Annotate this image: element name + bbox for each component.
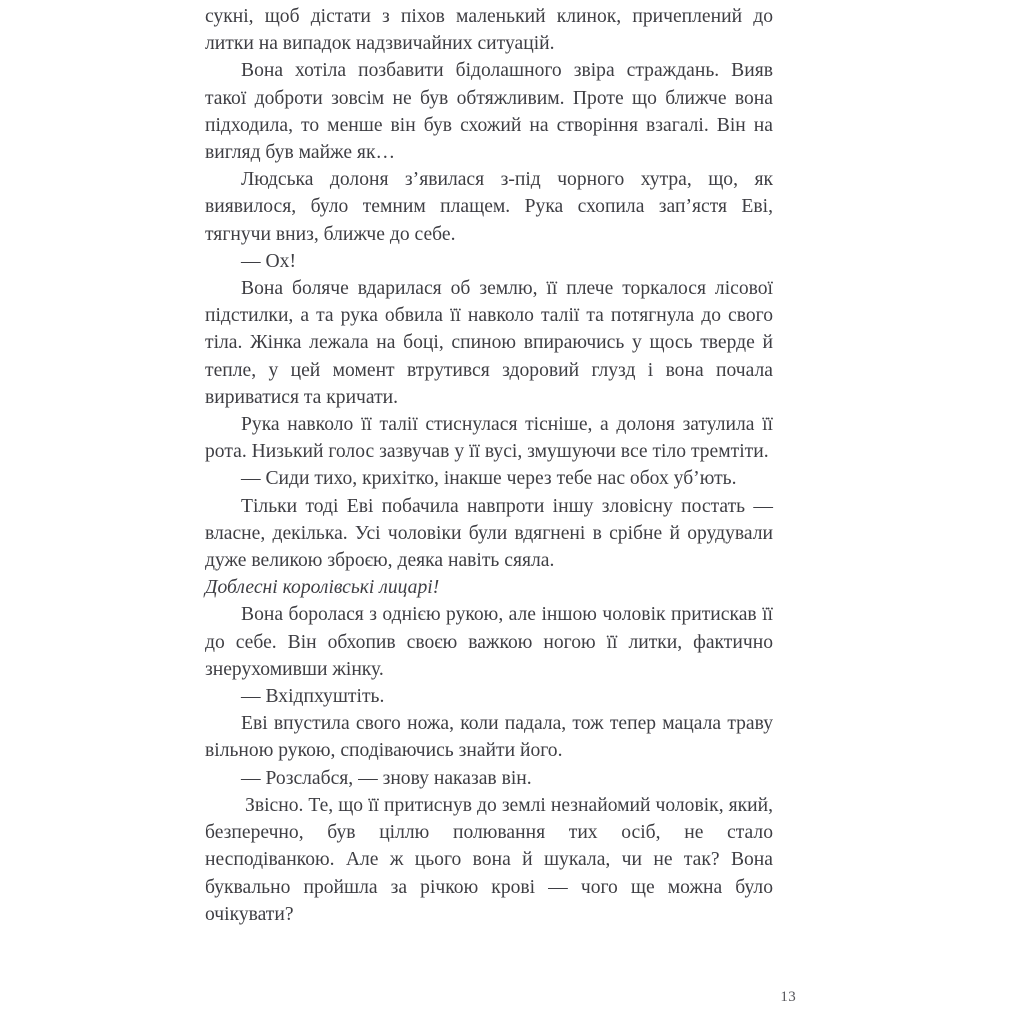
paragraph-3: Людська долоня з’явилася з-під чорного хутра, що, як виявилося, було темним плащем. Рука схопила зап’ястя Еві, тягнучи вниз, ближче до себе. bbox=[205, 169, 773, 245]
page-number: 13 bbox=[780, 989, 796, 1005]
paragraph-11: — Вхідпхуштіть. bbox=[241, 686, 385, 708]
paragraph-12: Еві впустила свого ножа, коли падала, тож тепер мацала траву вільною рукою, сподіваючись знайти його. bbox=[205, 713, 773, 762]
paragraph-4: — Ох! bbox=[241, 250, 296, 272]
paragraph-9-italic-exclamation: Доблесні королівські лицарі! bbox=[205, 577, 440, 599]
page-text-column bbox=[205, 3, 773, 928]
paragraph-13: — Розслабся, — знову наказав він. bbox=[241, 767, 532, 789]
paragraph-2: Вона хотіла позбавити бідолашного звіра страждань. Вияв такої доброти зовсім не був обтяжливим. Проте що ближче вона підходила, то менше він був схожий на створіння взагалі. Він на вигляд був майже як… bbox=[205, 60, 773, 164]
paragraph-1: сукні, щоб дістати з піхов маленький клинок, причеплений до литки на випадок надзвичайних ситуацій. bbox=[205, 6, 773, 55]
paragraph-7: — Сиди тихо, крихітко, інакше через тебе нас обох уб’ють. bbox=[241, 468, 737, 490]
paragraph-6: Рука навколо її талії стиснулася тісніше, а долоня затулила її рота. Низький голос зазвучав у її вусі, змушуючи все тіло тремтіти. bbox=[205, 414, 773, 463]
paragraph-14: Звісно. Те, що її притиснув до землі незнайомий чоловік, який, безперечно, був ціллю полювання тих осіб, не стало несподіванкою. Але ж цього вона й шукала, чи не так? Вона буквально пройшла за річкою крові — чого ще можна було очікувати? bbox=[205, 794, 773, 925]
paragraph-8: Тільки тоді Еві побачила навпроти іншу зловісну постать — власне, декілька. Усі чоловіки були вдягнені в срібне й орудували дуже великою зброєю, деяка навіть сяяла. bbox=[205, 495, 773, 572]
paragraph-10: Вона боролася з однією рукою, але іншою чоловік притискав її до себе. Він обхопив своєю важкою ногою її литки, фактично знерухомивши жінку. bbox=[205, 604, 773, 680]
paragraph-5: Вона боляче вдарилася об землю, її плече торкалося лісової підстилки, а та рука обвила її навколо талії та потягнула до свого тіла. Жінка лежала на боці, спиною впираючись у щось тверде й тепле, у цей момент втрутився здоровий глузд і вона почала вириватися та кричати. bbox=[205, 278, 773, 408]
